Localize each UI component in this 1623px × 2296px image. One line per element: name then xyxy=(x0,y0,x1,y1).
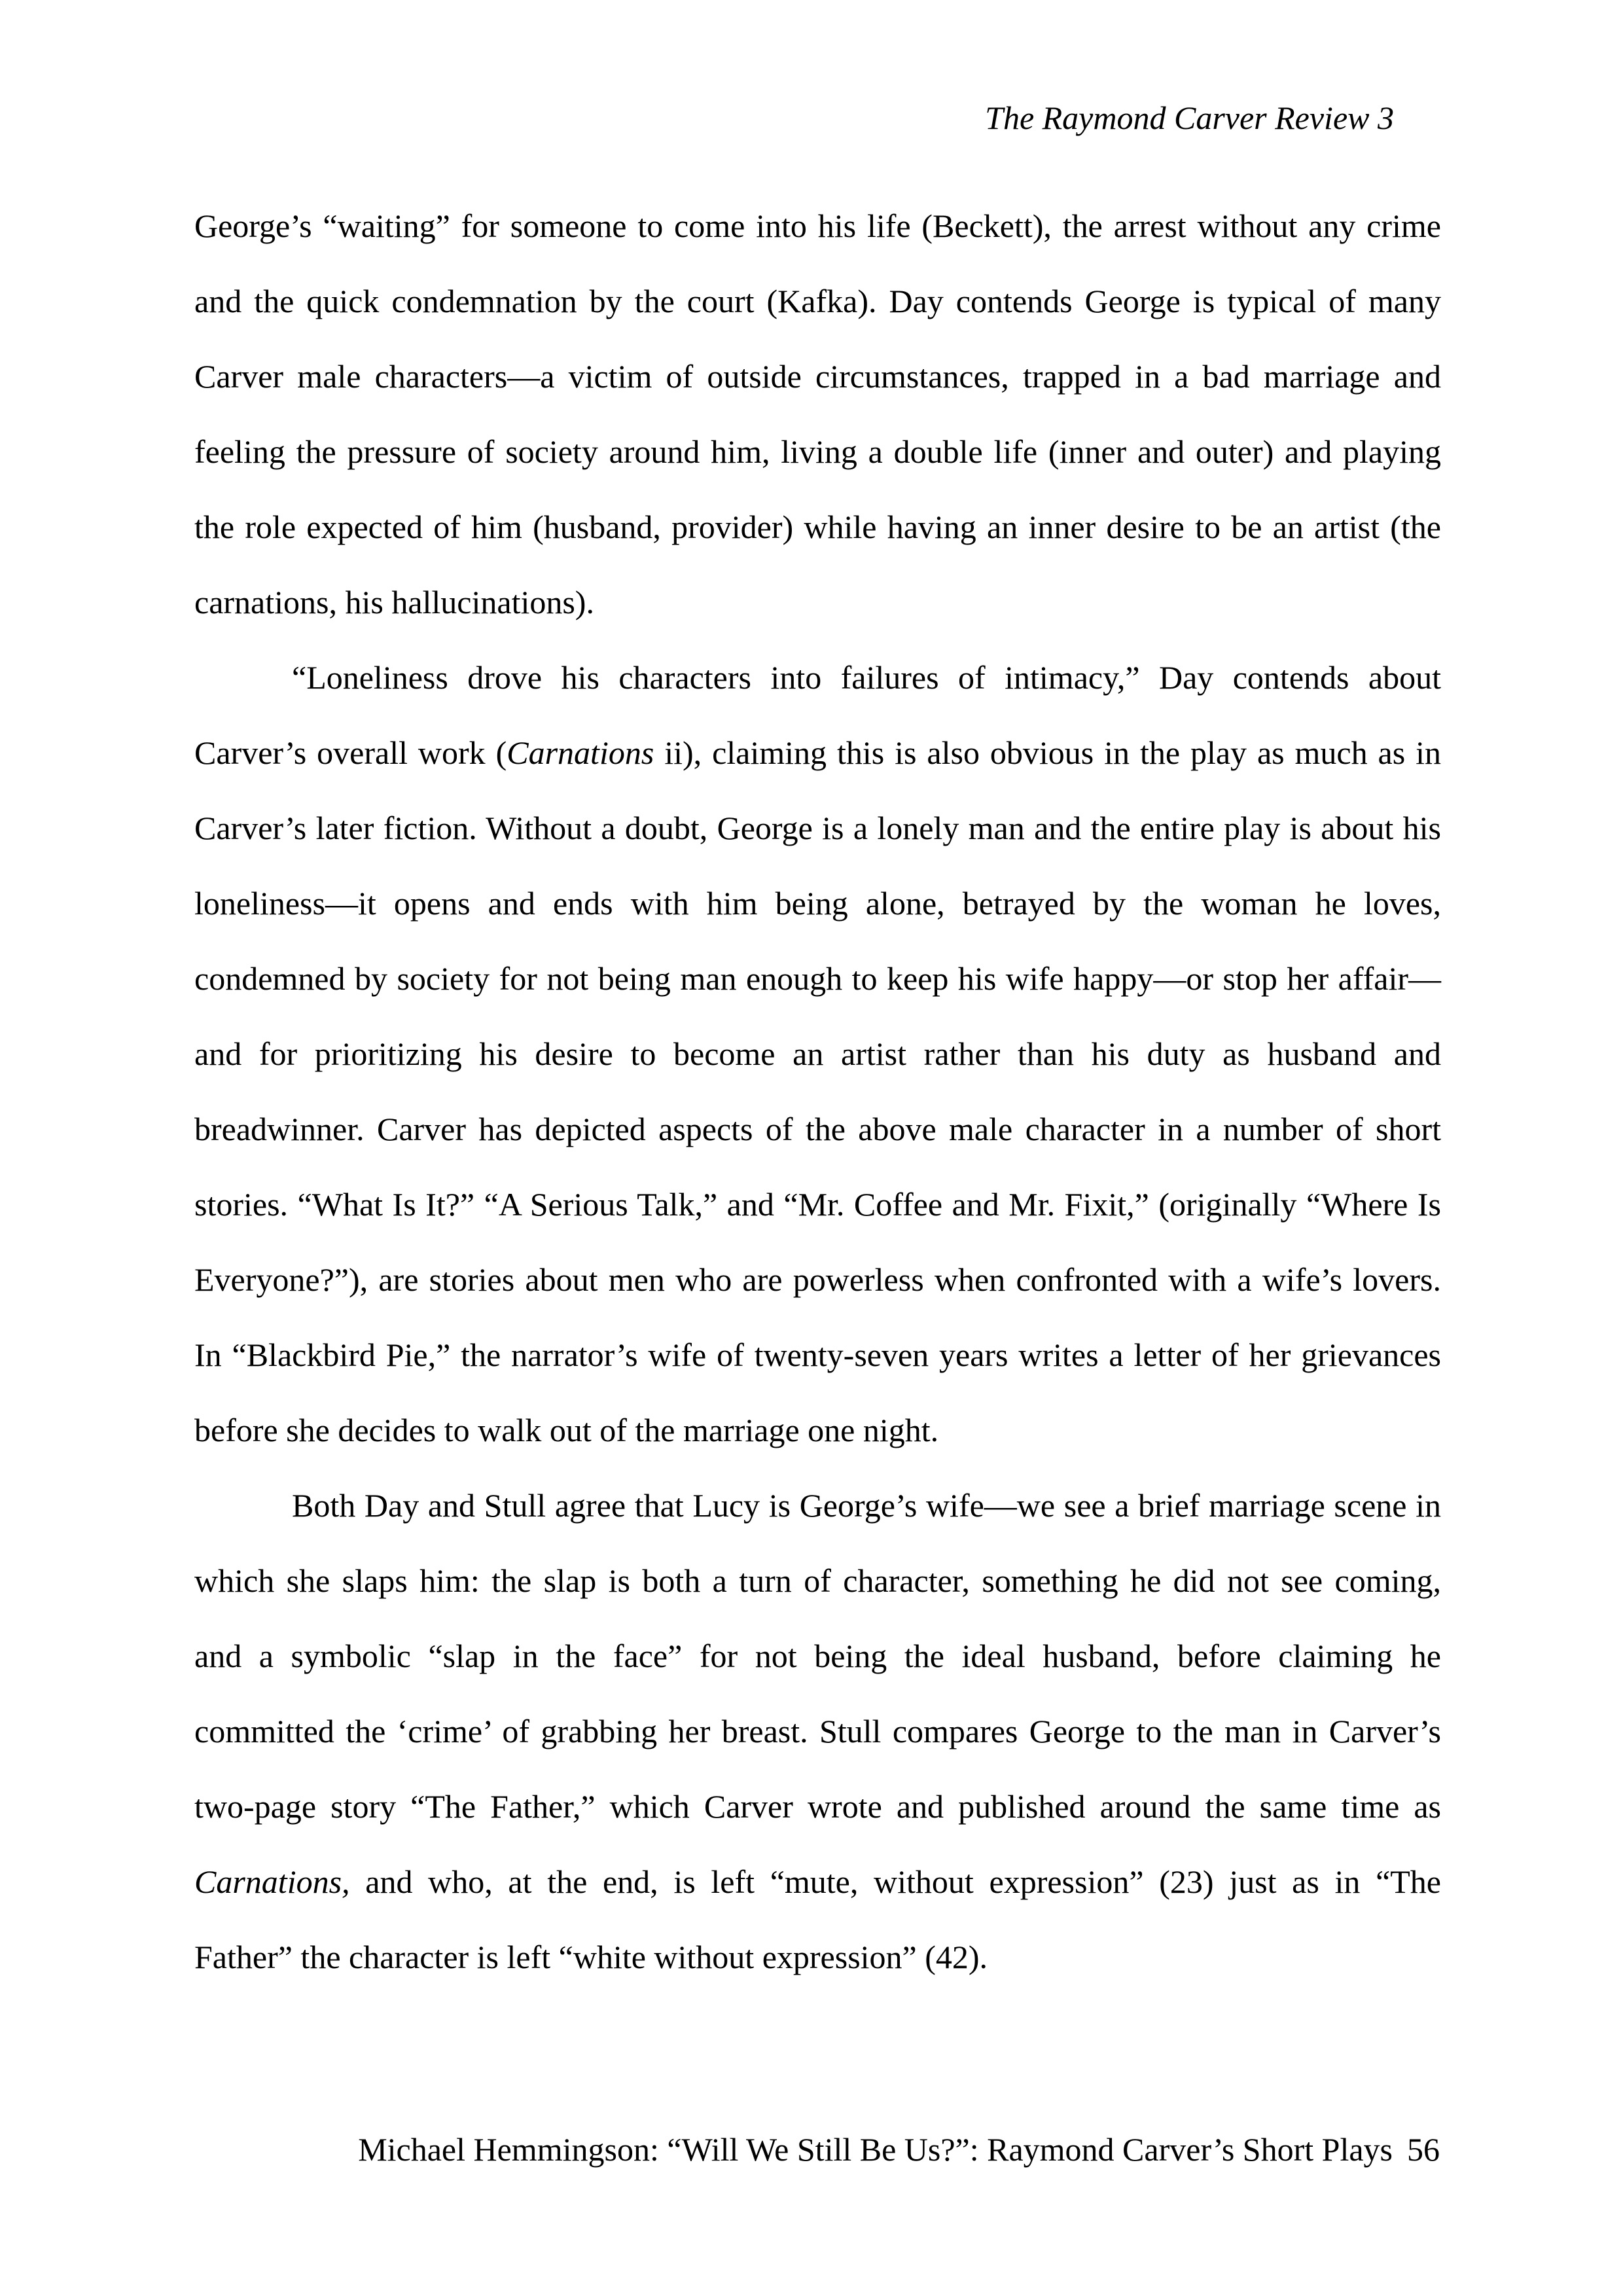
text-line: George’s “waiting” for someone to come into his life (Beckett), the arrest without any crime xyxy=(194,207,1441,244)
text-run: and who, at the end, is left “mute, without expression” (23) just as in “The xyxy=(349,1863,1441,1900)
footer-citation: Michael Hemmingson: “Will We Still Be Us?”: Raymond Carver’s Short Plays xyxy=(358,2131,1393,2168)
italic-title: Carnations, xyxy=(194,1863,350,1900)
text-line: before she decides to walk out of the marriage one night. xyxy=(194,1412,939,1448)
text-line xyxy=(194,715,1441,791)
italic-title: Carnations xyxy=(507,734,654,771)
paragraph-1 xyxy=(194,188,1441,640)
running-header: The Raymond Carver Review 3 xyxy=(985,99,1394,136)
text-line: Everyone?”), are stories about men who are powerless when confronted with a wife’s lovers. xyxy=(194,1261,1441,1298)
text-line: and the quick condemnation by the court (Kafka). Day contends George is typical of many xyxy=(194,283,1441,319)
text-run: Carver’s overall work ( xyxy=(194,734,507,771)
text-run: ii), claiming this is also obvious in the play as much as in xyxy=(654,734,1442,771)
text-line: and for prioritizing his desire to become an artist rather than his duty as husband and xyxy=(194,1035,1441,1072)
article-body xyxy=(194,188,1441,1995)
paragraph-2 xyxy=(194,640,1441,1468)
text-line: “Loneliness drove his characters into failures of intimacy,” Day contends about xyxy=(292,659,1441,696)
text-line: feeling the pressure of society around him, living a double life (inner and outer) and playing xyxy=(194,433,1441,470)
text-line: condemned by society for not being man enough to keep his wife happy—or stop her affair— xyxy=(194,960,1441,997)
text-line: Carver’s later fiction. Without a doubt, George is a lonely man and the entire play is about his xyxy=(194,810,1441,846)
text-line: Father” the character is left “white without expression” (42). xyxy=(194,1939,988,1975)
text-line: loneliness—it opens and ends with him being alone, betrayed by the woman he loves, xyxy=(194,885,1441,922)
text-line: and a symbolic “slap in the face” for not being the ideal husband, before claiming he xyxy=(194,1638,1441,1674)
text-line: committed the ‘crime’ of grabbing her breast. Stull compares George to the man in Carver’s xyxy=(194,1713,1441,1749)
text-line: two-page story “The Father,” which Carver wrote and published around the same time as xyxy=(194,1788,1441,1825)
text-line: carnations, his hallucinations). xyxy=(194,584,594,620)
running-footer xyxy=(340,2128,1440,2170)
paragraph-3 xyxy=(194,1468,1441,1995)
text-line: breadwinner. Carver has depicted aspects of the above male character in a number of short xyxy=(194,1111,1441,1147)
page-number: 56 xyxy=(1407,2131,1440,2168)
text-line xyxy=(194,1844,1441,1920)
text-line: Carver male characters—a victim of outside circumstances, trapped in a bad marriage and xyxy=(194,358,1441,395)
text-line: stories. “What Is It?” “A Serious Talk,” and “Mr. Coffee and Mr. Fixit,” (originally “Where Is xyxy=(194,1186,1441,1223)
text-line: In “Blackbird Pie,” the narrator’s wife of twenty-seven years writes a letter of her grievances xyxy=(194,1336,1441,1373)
text-line: Both Day and Stull agree that Lucy is George’s wife—we see a brief marriage scene in xyxy=(292,1487,1441,1524)
text-line: which she slaps him: the slap is both a turn of character, something he did not see coming, xyxy=(194,1562,1441,1599)
text-line: the role expected of him (husband, provider) while having an inner desire to be an artist (the xyxy=(194,509,1441,545)
